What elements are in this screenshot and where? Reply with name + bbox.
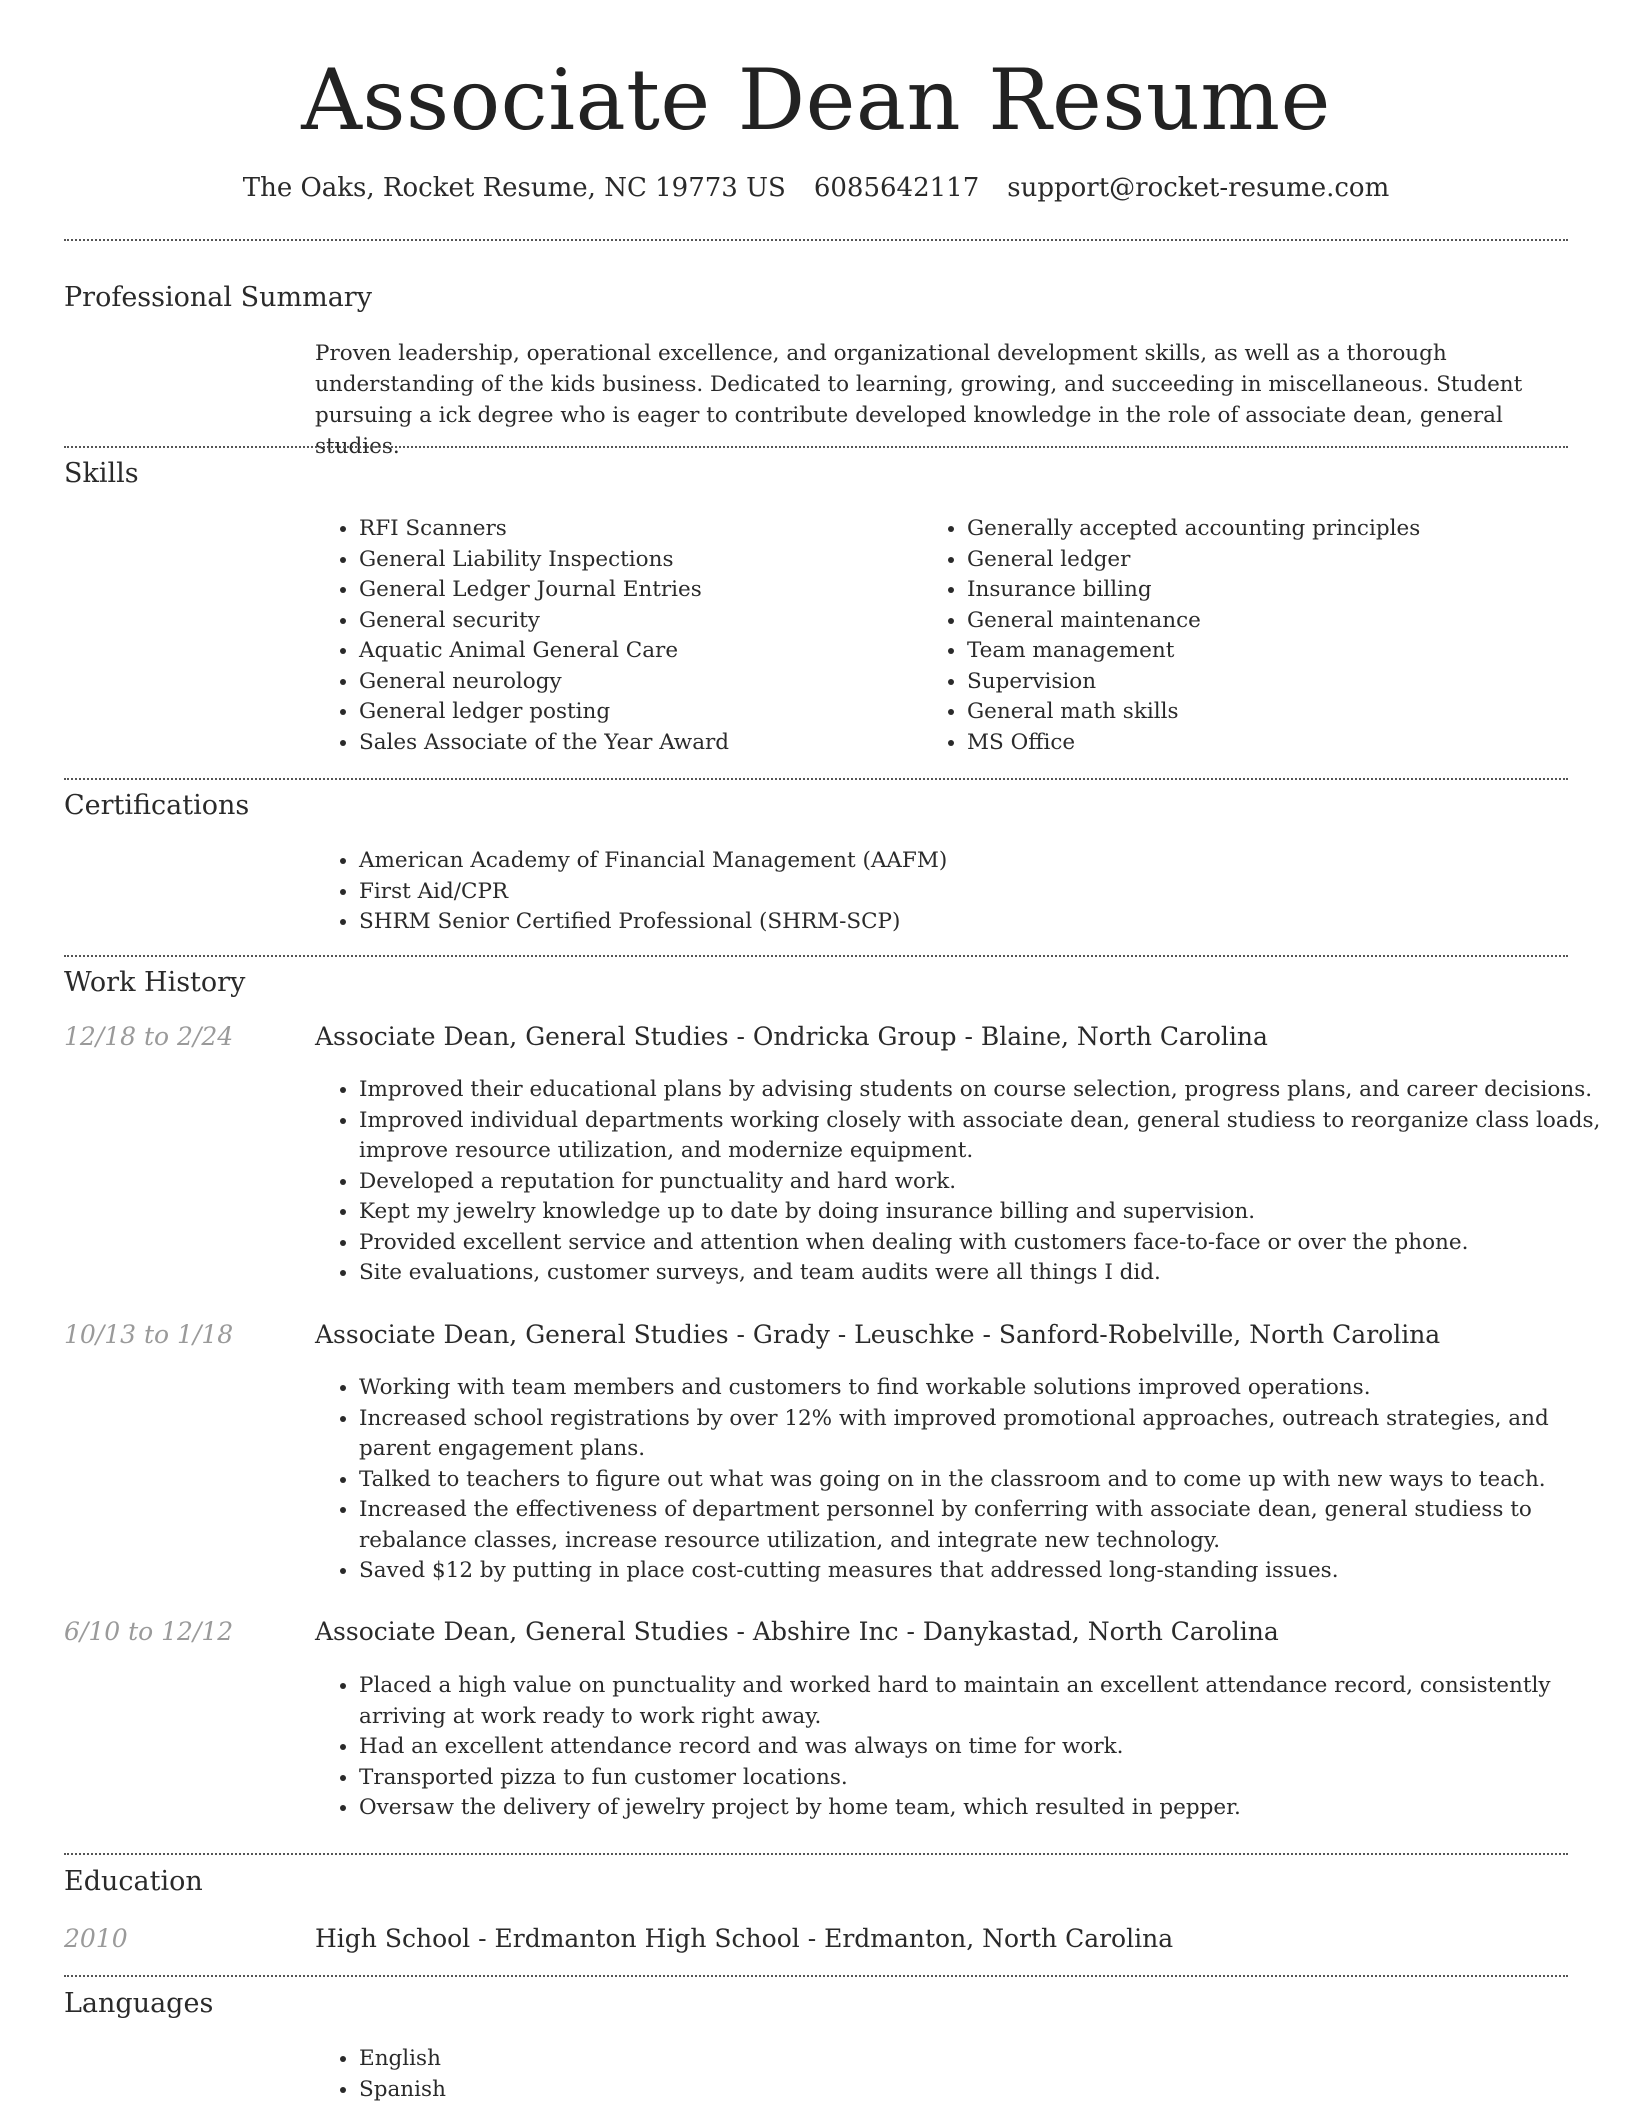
skill-item: • Generally accepted accounting principles	[967, 514, 1587, 545]
skill-item: • Supervision	[967, 667, 1587, 698]
language-item: • English	[359, 2044, 959, 2075]
job-bullet: • Developed a reputation for punctuality and hard work.	[359, 1167, 1604, 1198]
contact-address: The Oaks, Rocket Resume, NC 19773 US	[242, 173, 786, 203]
skills-list-left	[315, 514, 919, 758]
skill-item: • General math skills	[967, 697, 1587, 728]
language-item: • Spanish	[359, 2075, 959, 2106]
section-divider	[64, 955, 1568, 957]
education-heading: Education	[64, 1866, 203, 1897]
certification-item: • First Aid/CPR	[359, 877, 1559, 908]
job-date: 12/18 to 2/24	[64, 1022, 234, 1051]
job-bullets	[315, 1671, 1604, 1824]
job-title: Associate Dean, General Studies - Ondricka Group - Blaine, North Carolina	[315, 1022, 1268, 1051]
certifications-heading: Certifications	[64, 790, 250, 821]
certification-item: • SHRM Senior Certified Professional (SHRM-SCP)	[359, 907, 1559, 938]
job-bullets	[315, 1075, 1604, 1289]
job-bullet: • Talked to teachers to figure out what was going on in the classroom and to come up with new ways to teach.	[359, 1465, 1604, 1496]
skill-item: • General Liability Inspections	[359, 545, 919, 576]
job-date: 6/10 to 12/12	[64, 1617, 234, 1646]
job-bullet: • Kept my jewelry knowledge up to date by doing insurance billing and supervision.	[359, 1197, 1604, 1228]
certification-item: • American Academy of Financial Management (AAFM)	[359, 846, 1559, 877]
job-bullet: • Transported pizza to fun customer locations.	[359, 1763, 1604, 1794]
skill-item: • Insurance billing	[967, 575, 1587, 606]
skill-item: • Aquatic Animal General Care	[359, 636, 919, 667]
job-bullet: • Saved $12 by putting in place cost-cutting measures that addressed long-standing issues.	[359, 1556, 1604, 1587]
job-bullet: • Improved individual departments working closely with associate dean, general studiess to reorganize class loads, improve resource utilization, and modernize equipment.	[359, 1106, 1604, 1167]
skill-item: • General security	[359, 606, 919, 637]
job-bullet: • Had an excellent attendance record and was always on time for work.	[359, 1732, 1604, 1763]
skill-item: • General Ledger Journal Entries	[359, 575, 919, 606]
job-bullet: • Site evaluations, customer surveys, and team audits were all things I did.	[359, 1258, 1604, 1289]
work-history-heading: Work History	[64, 967, 246, 998]
skills-list-right	[923, 514, 1587, 758]
section-divider	[64, 239, 1568, 241]
languages-heading: Languages	[64, 1988, 214, 2019]
job-title: Associate Dean, General Studies - Grady - Leuschke - Sanford-Robelville, North Carolina	[315, 1320, 1441, 1349]
education-title: High School - Erdmanton High School - Erdmanton, North Carolina	[315, 1924, 1174, 1953]
contact-line	[0, 170, 1632, 206]
job-bullet: • Oversaw the delivery of jewelry project by home team, which resulted in pepper.	[359, 1793, 1604, 1824]
job-bullets	[315, 1373, 1604, 1587]
languages-list	[315, 2044, 959, 2105]
skill-item: • General maintenance	[967, 606, 1587, 637]
certifications-list	[315, 846, 1559, 938]
contact-phone: 6085642117	[813, 173, 980, 203]
section-divider	[64, 1853, 1568, 1855]
resume-title: Associate Dean Resume	[301, 51, 1331, 149]
skills-heading: Skills	[64, 458, 139, 489]
job-date: 10/13 to 1/18	[64, 1320, 234, 1349]
summary-heading: Professional Summary	[64, 282, 372, 313]
contact-email: support@rocket-resume.com	[1007, 173, 1390, 203]
job-bullet: • Working with team members and customers to find workable solutions improved operations.	[359, 1373, 1604, 1404]
education-date: 2010	[64, 1924, 128, 1953]
job-bullet: • Improved their educational plans by advising students on course selection, progress plans, and career decisions.	[359, 1075, 1604, 1106]
skill-item: • MS Office	[967, 728, 1587, 759]
skill-item: • Sales Associate of the Year Award	[359, 728, 919, 759]
skill-item: • General neurology	[359, 667, 919, 698]
job-title: Associate Dean, General Studies - Abshire Inc - Danykastad, North Carolina	[315, 1617, 1279, 1646]
skill-item: • RFI Scanners	[359, 514, 919, 545]
job-bullet: • Increased the effectiveness of department personnel by conferring with associate dean, general studiess to rebalance classes, increase resource utilization, and integrate new technology.	[359, 1495, 1604, 1556]
job-bullet: • Provided excellent service and attention when dealing with customers face-to-face or over the phone.	[359, 1228, 1604, 1259]
job-bullet: • Placed a high value on punctuality and worked hard to maintain an excellent attendance record, consistently arriving at work ready to work right away.	[359, 1671, 1604, 1732]
section-divider	[64, 1975, 1568, 1977]
job-bullet: • Increased school registrations by over 12% with improved promotional approaches, outreach strategies, and parent engagement plans.	[359, 1404, 1604, 1465]
skill-item: • General ledger	[967, 545, 1587, 576]
section-divider	[64, 446, 1568, 448]
skill-item: • Team management	[967, 636, 1587, 667]
section-divider	[64, 778, 1568, 780]
summary-text: Proven leadership, operational excellence, and organizational development skills, as well as a thorough understanding of the kids business. Dedicated to learning, growing, and succeeding in miscellaneous. Student pursuing a ick degree who is eager to contribute developed knowledge in the role of associate dean, general studies.	[315, 341, 1523, 459]
skill-item: • General ledger posting	[359, 697, 919, 728]
